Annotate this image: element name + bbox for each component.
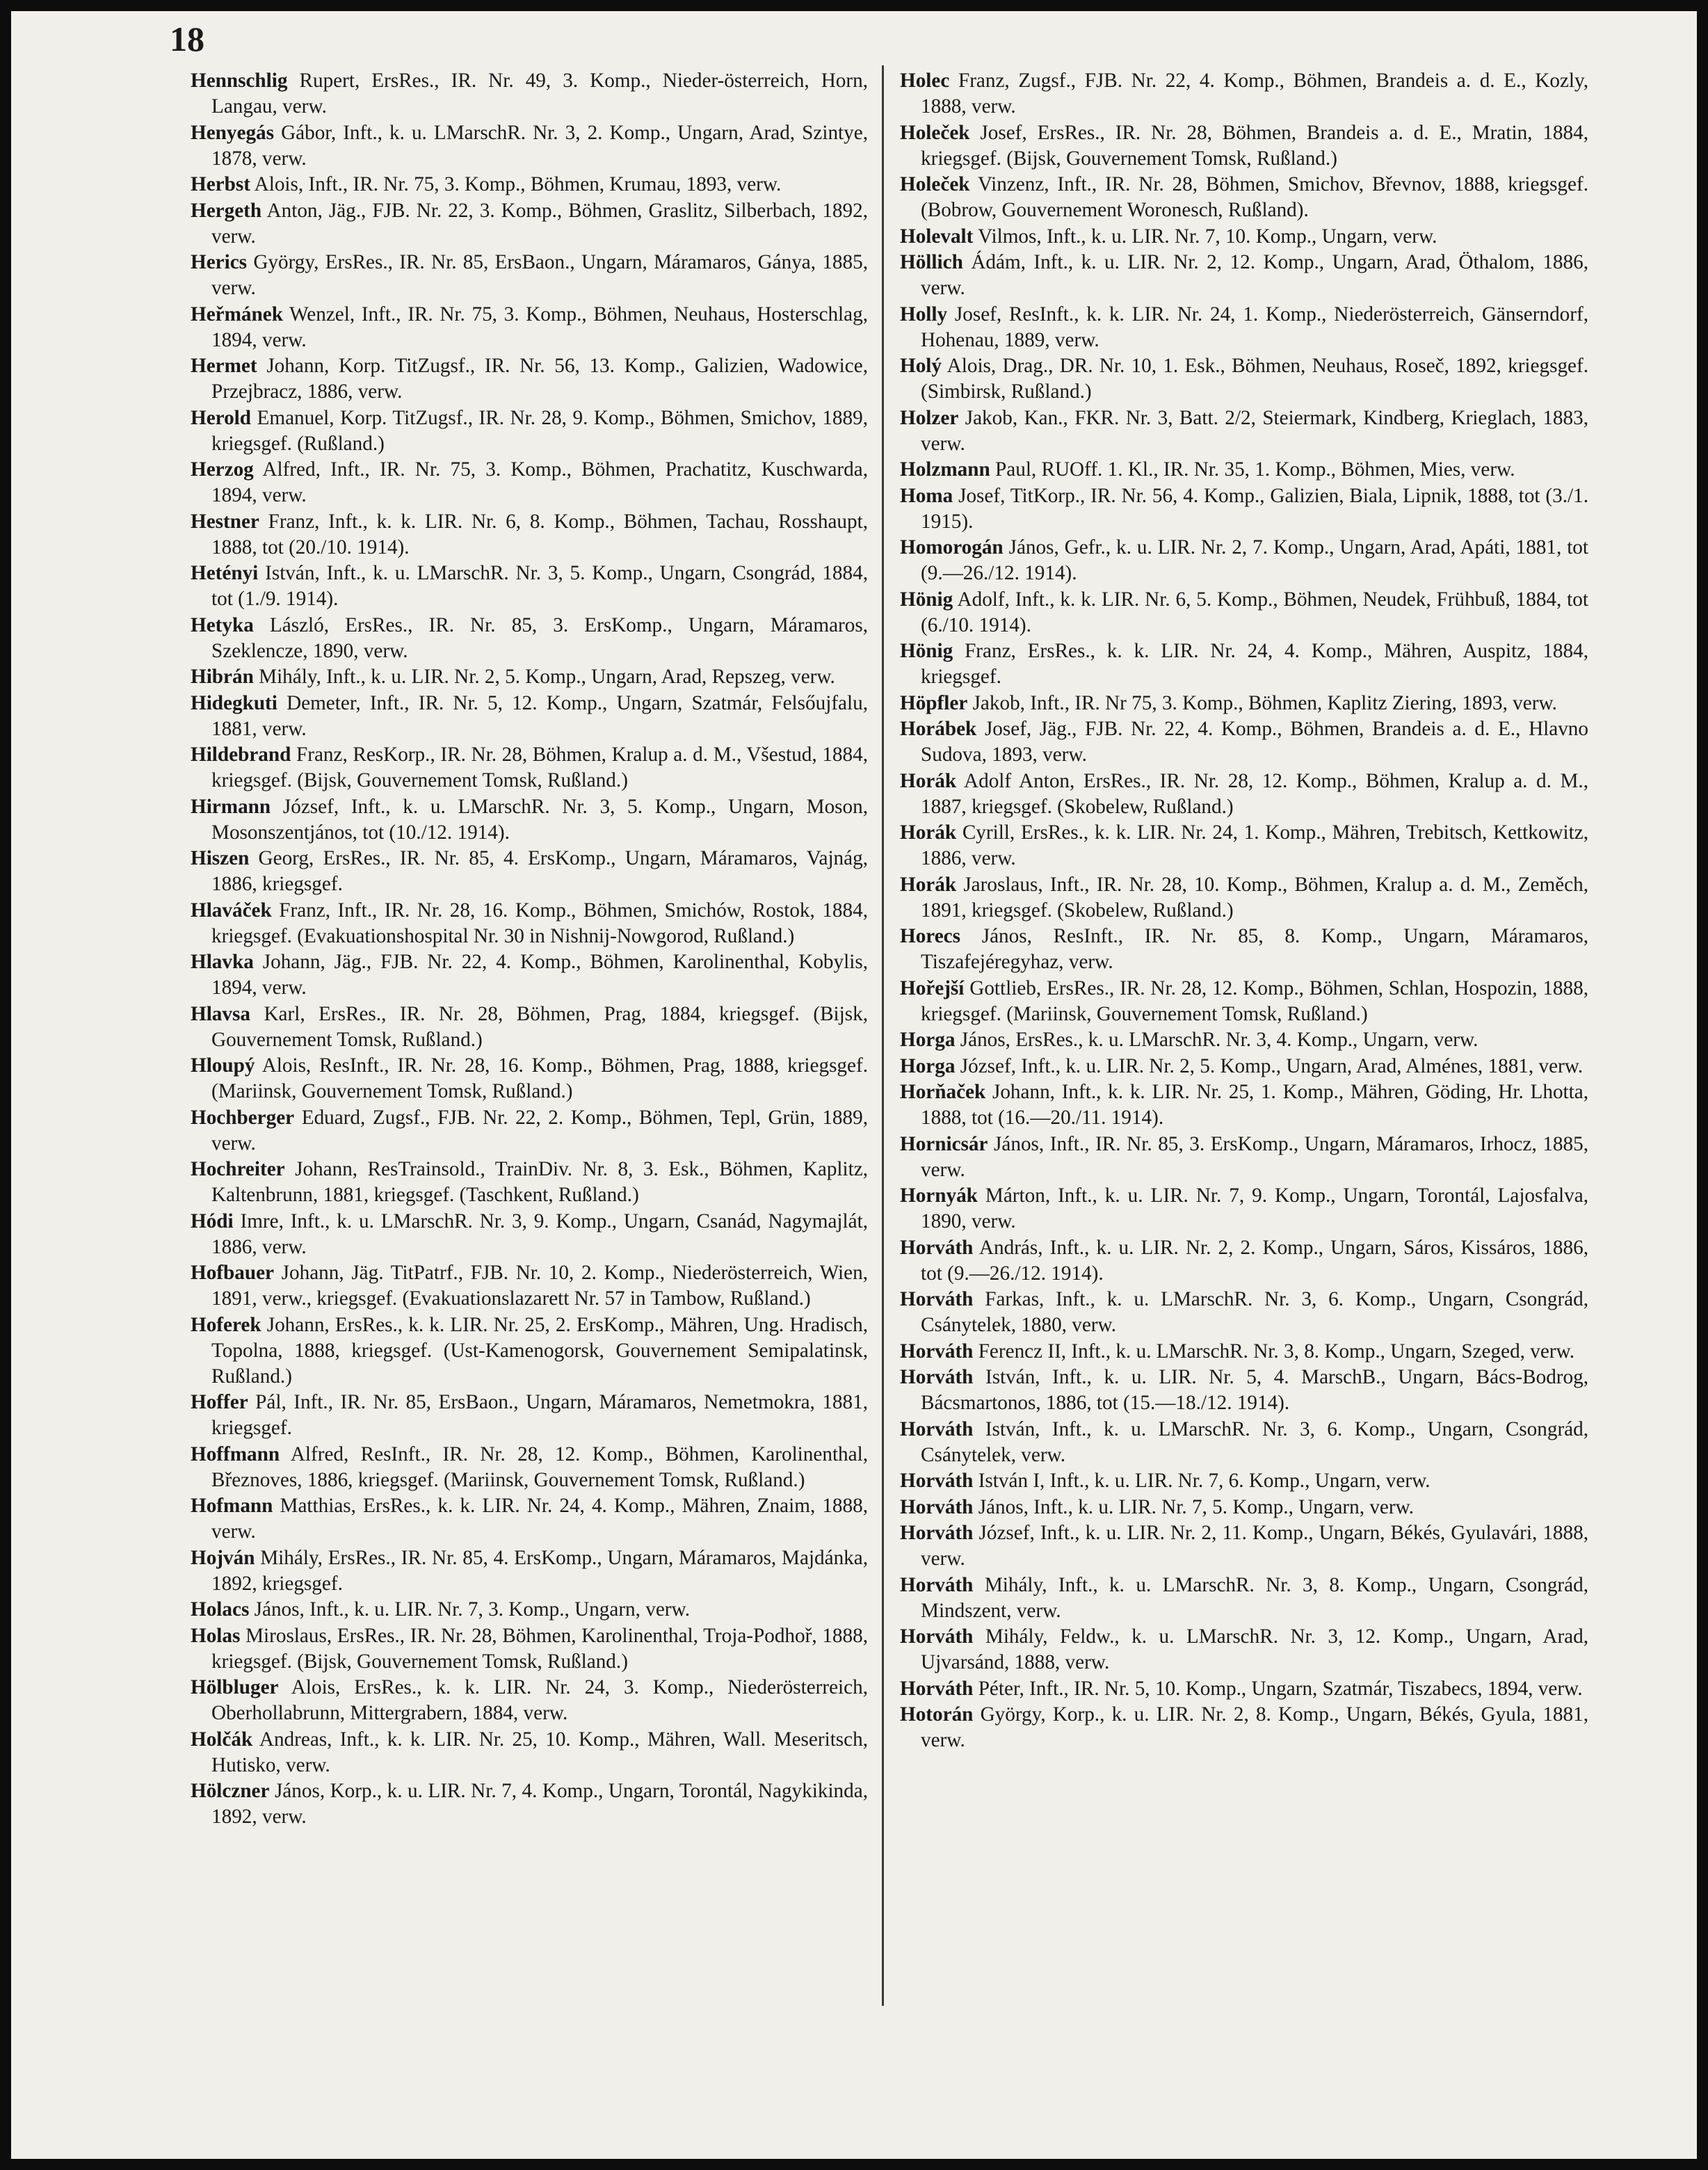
entry-details: Vinzenz, Inft., IR. Nr. 28, Böhmen, Smichov, Břevnov, 1888, kriegsgef. (Bobrow, Gouvernement Woronesch, Rußland). xyxy=(921,173,1588,221)
entry-details: Gottlieb, ErsRes., IR. Nr. 28, 12. Komp., Böhmen, Schlan, Hospozin, 1888, kriegsgef. (Mariinsk, Gouvernement Tomsk, Rußland.) xyxy=(921,976,1588,1025)
entry-surname: Homorogán xyxy=(900,536,1004,558)
entry-surname: Homa xyxy=(900,484,953,507)
left-column xyxy=(191,68,868,1831)
casualty-entry xyxy=(191,691,868,742)
entry-details: Demeter, Inft., IR. Nr. 5, 12. Komp., Ungarn, Szatmár, Felsőujfalu, 1881, verw. xyxy=(211,691,868,740)
casualty-entry xyxy=(191,1157,868,1208)
entry-surname: Horváth xyxy=(900,1417,974,1440)
entry-surname: Hölbluger xyxy=(191,1676,279,1698)
casualty-entry xyxy=(900,1495,1588,1520)
casualty-entry xyxy=(191,1493,868,1545)
right-column xyxy=(900,68,1588,1754)
entry-surname: Horák xyxy=(900,821,957,844)
casualty-entry xyxy=(900,1235,1588,1287)
entry-details: Alois, Drag., DR. Nr. 10, 1. Esk., Böhmen, Neuhaus, Roseč, 1892, kriegsgef. (Simbirsk, Rußland.) xyxy=(921,355,1589,403)
casualty-entry xyxy=(900,405,1588,457)
entry-surname: Hoffmann xyxy=(191,1442,280,1465)
casualty-entry xyxy=(900,638,1588,690)
casualty-entry xyxy=(900,1702,1588,1753)
entry-surname: Horváth xyxy=(900,1366,974,1388)
entry-surname: Hönig xyxy=(900,640,953,662)
casualty-entry xyxy=(191,1312,868,1390)
entry-details: Márton, Inft., k. u. LIR. Nr. 7, 9. Komp., Ungarn, Torontál, Lajosfalva, 1890, verw. xyxy=(921,1184,1589,1232)
entry-surname: Höpfler xyxy=(900,691,968,714)
entry-surname: Hlaváček xyxy=(191,899,272,922)
entry-details: Péter, Inft., IR. Nr. 5, 10. Komp., Ungarn, Szatmár, Tiszabecs, 1894, verw. xyxy=(978,1677,1583,1700)
entry-surname: Hochreiter xyxy=(191,1158,285,1180)
entry-details: Mihály, ErsRes., IR. Nr. 85, 4. ErsKomp., Ungarn, Máramaros, Majdánka, 1892, kriegsgef. xyxy=(211,1546,869,1595)
entry-details: Farkas, Inft., k. u. LMarschR. Nr. 3, 6. Komp., Ungarn, Csongrád, Csánytelek, 1880, verw. xyxy=(921,1288,1589,1336)
entry-details: János, ErsRes., k. u. LMarschR. Nr. 3, 4. Komp., Ungarn, verw. xyxy=(960,1029,1479,1051)
entry-surname: Hofbauer xyxy=(191,1262,274,1284)
entry-details: István I, Inft., k. u. LIR. Nr. 7, 6. Komp., Ungarn, verw. xyxy=(978,1470,1431,1492)
entry-details: György, ErsRes., IR. Nr. 85, ErsBaon., Ungarn, Máramaros, Gánya, 1885, verw. xyxy=(211,251,869,299)
casualty-entry xyxy=(900,587,1588,638)
entry-surname: Hojván xyxy=(191,1546,255,1569)
entry-surname: Hetyka xyxy=(191,613,254,636)
entry-surname: Holeček xyxy=(900,173,970,195)
casualty-entry xyxy=(191,613,868,664)
entry-surname: Holevalt xyxy=(900,225,974,248)
entry-details: Karl, ErsRes., IR. Nr. 28, Böhmen, Prag, 1884, kriegsgef. (Bijsk, Gouvernement Tomsk, Rußland.) xyxy=(211,1002,868,1051)
entry-details: Jakob, Kan., FKR. Nr. 3, Batt. 2/2, Steiermark, Kindberg, Krieglach, 1883, verw. xyxy=(921,406,1588,455)
entry-surname: Hetényi xyxy=(191,562,259,584)
entry-details: Miroslaus, ErsRes., IR. Nr. 28, Böhmen, Karolinenthal, Troja-Podhoř, 1888, kriegsgef. (Bijsk, Gouvernement Tomsk, Rußland.) xyxy=(211,1624,869,1673)
casualty-entry xyxy=(191,302,868,353)
entry-surname: Heřmánek xyxy=(191,303,283,326)
casualty-entry xyxy=(191,1390,868,1441)
casualty-entry xyxy=(191,1675,868,1726)
entry-details: Imre, Inft., k. u. LMarschR. Nr. 3, 9. Komp., Ungarn, Csanád, Nagymajlát, 1886, verw. xyxy=(211,1209,868,1258)
entry-details: Vilmos, Inft., k. u. LIR. Nr. 7, 10. Komp., Ungarn, verw. xyxy=(978,225,1437,248)
casualty-entry xyxy=(900,1054,1588,1079)
entry-details: Wenzel, Inft., IR. Nr. 75, 3. Komp., Böhmen, Neuhaus, Hosterschlag, 1894, verw. xyxy=(211,303,868,351)
entry-details: József, Inft., k. u. LIR. Nr. 2, 5. Komp., Ungarn, Arad, Alménes, 1881, verw. xyxy=(960,1054,1584,1077)
entry-surname: Holčák xyxy=(191,1728,253,1751)
document-page xyxy=(11,11,1697,2159)
entry-surname: Hestner xyxy=(191,510,259,533)
entry-surname: Herold xyxy=(191,406,252,429)
entry-details: János, ResInft., IR. Nr. 85, 8. Komp., Ungarn, Máramaros, Tiszafejéregyhaz, verw. xyxy=(921,925,1589,973)
entry-details: Mihály, Inft., k. u. LIR. Nr. 2, 5. Komp., Ungarn, Arad, Repszeg, verw. xyxy=(259,666,835,688)
entry-surname: Horváth xyxy=(900,1573,974,1596)
entry-surname: Horga xyxy=(900,1029,956,1051)
entry-surname: Horecs xyxy=(900,925,960,947)
entry-details: István, Inft., k. u. LMarschR. Nr. 3, 6. Komp., Ungarn, Csongrád, Csánytelek, verw. xyxy=(921,1417,1589,1466)
casualty-entry xyxy=(900,1183,1588,1235)
entry-surname: Horváth xyxy=(900,1236,974,1259)
entry-surname: Hölczner xyxy=(191,1780,270,1802)
entry-surname: Hochberger xyxy=(191,1106,295,1129)
entry-details: István, Inft., k. u. LIR. Nr. 5, 4. MarschB., Ungarn, Bács-Bodrog, Bácsmartonos, 1886, tot (15.—18./12. 1914). xyxy=(921,1366,1589,1414)
entry-surname: Holzmann xyxy=(900,458,990,481)
casualty-entry xyxy=(900,483,1588,535)
entry-details: Ferencz II, Inft., k. u. LMarschR. Nr. 3, 8. Komp., Ungarn, Szeged, verw. xyxy=(978,1340,1574,1363)
casualty-entry xyxy=(191,898,868,949)
casualty-entry xyxy=(900,820,1588,871)
entry-details: Franz, Zugsf., FJB. Nr. 22, 4. Komp., Böhmen, Brandeis a. d. E., Kozly, 1888, verw. xyxy=(921,70,1588,118)
casualty-entry xyxy=(191,664,868,690)
entry-surname: Hönig xyxy=(900,588,953,611)
entry-details: Eduard, Zugsf., FJB. Nr. 22, 2. Komp., Böhmen, Tepl, Grün, 1889, verw. xyxy=(211,1106,868,1155)
entry-surname: Holly xyxy=(900,303,948,326)
casualty-entry xyxy=(191,457,868,508)
casualty-entry xyxy=(191,561,868,612)
casualty-entry xyxy=(191,509,868,561)
casualty-entry xyxy=(191,198,868,250)
casualty-entry xyxy=(191,1053,868,1104)
entry-surname: Hofmann xyxy=(191,1495,273,1517)
casualty-entry xyxy=(191,1597,868,1623)
casualty-entry xyxy=(900,872,1588,924)
casualty-entry xyxy=(191,68,868,120)
entry-details: Matthias, ErsRes., k. k. LIR. Nr. 24, 4. Komp., Mähren, Znaim, 1888, verw. xyxy=(211,1495,869,1543)
entry-details: Paul, RUOff. 1. Kl., IR. Nr. 35, 1. Komp., Böhmen, Mies, verw. xyxy=(995,458,1515,481)
entry-details: Jakob, Inft., IR. Nr 75, 3. Komp., Böhmen, Kaplitz Ziering, 1893, verw. xyxy=(972,691,1557,714)
entry-details: Franz, Inft., k. k. LIR. Nr. 6, 8. Komp., Böhmen, Tachau, Rosshaupt, 1888, tot (20./10. 1914). xyxy=(211,510,868,558)
entry-details: Alfred, Inft., IR. Nr. 75, 3. Komp., Böhmen, Prachatitz, Kuschwarda, 1894, verw. xyxy=(211,458,868,506)
casualty-entry xyxy=(900,1132,1588,1183)
entry-surname: Hiszen xyxy=(191,847,250,869)
entry-details: Josef, ErsRes., IR. Nr. 28, Böhmen, Brandeis a. d. E., Mratin, 1884, kriegsgef. (Bijsk, Gouvernement Tomsk, Rußland.) xyxy=(921,121,1589,170)
entry-surname: Holeček xyxy=(900,121,970,144)
casualty-entry xyxy=(900,716,1588,768)
casualty-entry xyxy=(191,794,868,846)
entry-surname: Hoferek xyxy=(191,1313,261,1336)
entry-details: Georg, ErsRes., IR. Nr. 85, 4. ErsKomp., Ungarn, Máramaros, Vajnág, 1886, kriegsgef. xyxy=(211,847,868,895)
entry-details: Alois, ErsRes., k. k. LIR. Nr. 24, 3. Komp., Niederösterreich, Oberhollabrunn, Mittergrabern, 1884, verw. xyxy=(211,1676,869,1724)
entry-surname: Horga xyxy=(900,1054,956,1077)
entry-surname: Hornyák xyxy=(900,1184,978,1207)
entry-details: János, Inft., k. u. LIR. Nr. 7, 5. Komp., Ungarn, verw. xyxy=(978,1495,1415,1518)
entry-surname: Horváth xyxy=(900,1340,974,1363)
entry-surname: Horváth xyxy=(900,1470,974,1492)
casualty-entry xyxy=(900,1520,1588,1572)
entry-details: Adolf Anton, ErsRes., IR. Nr. 28, 12. Komp., Böhmen, Kralup a. d. M., 1887, kriegsgef. (Skobelew, Rußland.) xyxy=(921,769,1588,818)
casualty-entry xyxy=(900,1573,1588,1624)
casualty-entry xyxy=(191,120,868,172)
casualty-entry xyxy=(900,1287,1588,1338)
column-divider xyxy=(882,65,884,2006)
entry-surname: Höllich xyxy=(900,251,963,273)
entry-details: Alois, ResInft., IR. Nr. 28, 16. Komp., Böhmen, Prag, 1888, kriegsgef. (Mariinsk, Gouvernement Tomsk, Rußland.) xyxy=(211,1054,869,1102)
entry-surname: Holý xyxy=(900,355,942,377)
casualty-entry xyxy=(900,1339,1588,1365)
entry-surname: Hirmann xyxy=(191,795,271,818)
entry-surname: Horák xyxy=(900,873,957,896)
entry-details: Alfred, ResInft., IR. Nr. 28, 12. Komp., Böhmen, Karolinenthal, Březnoves, 1886, kriegsgef. (Mariinsk, Gouvernement Tomsk, Rußland.) xyxy=(211,1442,869,1491)
entry-details: Gábor, Inft., k. u. LMarschR. Nr. 3, 2. Komp., Ungarn, Arad, Szintye, 1878, verw. xyxy=(211,121,868,170)
casualty-entry xyxy=(191,846,868,897)
entry-details: János, Gefr., k. u. LIR. Nr. 2, 7. Komp., Ungarn, Arad, Apáti, 1881, tot (9.—26./12. 1914). xyxy=(921,536,1589,584)
entry-details: Johann, ErsRes., k. k. LIR. Nr. 25, 2. ErsKomp., Mähren, Ung. Hradisch, Topolna, 1888, kriegsgef. (Ust-Kamenogorsk, Gouvernement Semipalatinsk, Rußland.) xyxy=(211,1313,869,1388)
entry-details: Franz, ResKorp., IR. Nr. 28, Böhmen, Kralup a. d. M., Všestud, 1884, kriegsgef. (Bijsk, Gouvernement Tomsk, Rußland.) xyxy=(211,744,868,791)
entry-surname: Hořejší xyxy=(900,976,965,999)
casualty-entry xyxy=(900,769,1588,820)
entry-surname: Herzog xyxy=(191,458,254,481)
entry-details: János, Inft., IR. Nr. 85, 3. ErsKomp., Ungarn, Máramaros, Irhocz, 1885, verw. xyxy=(921,1132,1589,1181)
entry-details: János, Inft., k. u. LIR. Nr. 7, 3. Komp., Ungarn, verw. xyxy=(254,1598,690,1621)
casualty-entry xyxy=(900,302,1588,353)
entry-details: Johann, Korp. TitZugsf., IR. Nr. 56, 13. Komp., Galizien, Wadowice, Przejbracz, 1886, verw. xyxy=(211,355,868,403)
casualty-entry xyxy=(191,1623,868,1675)
entry-surname: Hidegkuti xyxy=(191,691,277,714)
entry-details: István, Inft., k. u. LMarschR. Nr. 3, 5. Komp., Ungarn, Csongrád, 1884, tot (1./9. 1914). xyxy=(211,562,868,610)
casualty-entry xyxy=(900,924,1588,975)
casualty-entry xyxy=(900,250,1588,301)
casualty-entry xyxy=(191,1727,868,1778)
casualty-entry xyxy=(900,1624,1588,1675)
entry-surname: Horňaček xyxy=(900,1081,986,1103)
entry-details: Alois, Inft., IR. Nr. 75, 3. Komp., Böhmen, Krumau, 1893, verw. xyxy=(254,173,782,195)
entry-details: Pál, Inft., IR. Nr. 85, ErsBaon., Ungarn, Máramaros, Nemetmokra, 1881, kriegsgef. xyxy=(211,1391,868,1439)
casualty-entry xyxy=(900,457,1588,483)
entry-surname: Hlavka xyxy=(191,951,254,973)
entry-details: Rupert, ErsRes., IR. Nr. 49, 3. Komp., Nieder-österreich, Horn, Langau, verw. xyxy=(211,70,868,118)
casualty-entry xyxy=(900,535,1588,586)
casualty-entry xyxy=(900,1027,1588,1053)
casualty-entry xyxy=(900,691,1588,716)
entry-surname: Henyegás xyxy=(191,121,274,144)
entry-details: János, Korp., k. u. LIR. Nr. 7, 4. Komp., Ungarn, Torontál, Nagykikinda, 1892, verw. xyxy=(211,1780,868,1828)
casualty-entry xyxy=(900,1468,1588,1494)
entry-surname: Herics xyxy=(191,251,248,273)
entry-details: Cyrill, ErsRes., k. k. LIR. Nr. 24, 1. Komp., Mähren, Trebitsch, Kettkowitz, 1886, verw. xyxy=(921,821,1588,869)
casualty-entry xyxy=(191,172,868,198)
entry-surname: Herbst xyxy=(191,173,250,195)
entry-surname: Holzer xyxy=(900,406,959,429)
entry-surname: Horváth xyxy=(900,1288,974,1310)
entry-details: András, Inft., k. u. LIR. Nr. 2, 2. Komp., Ungarn, Sáros, Kissáros, 1886, tot (9.—26./12. 1914). xyxy=(921,1236,1589,1285)
entry-surname: Holas xyxy=(191,1624,241,1647)
entry-details: Johann, ResTrainsold., TrainDiv. Nr. 8, 3. Esk., Böhmen, Kaplitz, Kaltenbrunn, 1881, kriegsgef. (Taschkent, Rußland.) xyxy=(211,1158,868,1206)
entry-surname: Horváth xyxy=(900,1522,974,1544)
entry-details: Josef, TitKorp., IR. Nr. 56, 4. Komp., Galizien, Biala, Lipnik, 1888, tot (3./1. 1915). xyxy=(921,484,1588,533)
casualty-entry xyxy=(191,1002,868,1053)
casualty-entry xyxy=(191,1260,868,1312)
entry-details: Josef, ResInft., k. k. LIR. Nr. 24, 1. Komp., Niederösterreich, Gänserndorf, Hohenau, 1889, verw. xyxy=(921,303,1589,351)
entry-surname: Holacs xyxy=(191,1598,250,1621)
entry-surname: Hildebrand xyxy=(191,744,291,766)
entry-details: Johann, Inft., k. k. LIR. Nr. 25, 1. Komp., Mähren, Göding, Hr. Lhotta, 1888, tot (16.—20./11. 1914). xyxy=(921,1081,1589,1129)
casualty-entry xyxy=(191,353,868,405)
entry-surname: Hennschlig xyxy=(191,70,288,92)
casualty-entry xyxy=(191,742,868,794)
casualty-entry xyxy=(191,405,868,457)
entry-details: György, Korp., k. u. LIR. Nr. 2, 8. Komp., Ungarn, Békés, Gyula, 1881, verw. xyxy=(921,1703,1589,1751)
entry-surname: Horváth xyxy=(900,1677,974,1700)
entry-surname: Hódi xyxy=(191,1209,234,1232)
entry-details: Josef, Jäg., FJB. Nr. 22, 4. Komp., Böhmen, Brandeis a. d. E., Hlavno Sudova, 1893, verw. xyxy=(921,718,1588,766)
casualty-entry xyxy=(900,120,1588,172)
entry-details: Johann, Jäg., FJB. Nr. 22, 4. Komp., Böhmen, Karolinenthal, Kobylis, 1894, verw. xyxy=(211,951,868,999)
entry-details: Johann, Jäg. TitPatrf., FJB. Nr. 10, 2. Komp., Niederösterreich, Wien, 1891, verw., kriegsgef. (Evakuationslazarett Nr. 57 in Tambow, Rußland.) xyxy=(211,1262,869,1310)
casualty-entry xyxy=(191,1442,868,1493)
casualty-entry xyxy=(900,68,1588,120)
entry-surname: Horák xyxy=(900,769,957,792)
entry-details: Andreas, Inft., k. k. LIR. Nr. 25, 10. Komp., Mähren, Wall. Meseritsch, Hutisko, verw. xyxy=(211,1728,869,1776)
entry-surname: Horváth xyxy=(900,1625,974,1648)
entry-details: Franz, Inft., IR. Nr. 28, 16. Komp., Böhmen, Smichów, Rostok, 1884, kriegsgef. (Evakuationshospital Nr. 30 in Nishnij-Nowgorod, Rußland.) xyxy=(211,899,869,947)
entry-details: József, Inft., k. u. LIR. Nr. 2, 11. Komp., Ungarn, Békés, Gyulavári, 1888, verw. xyxy=(921,1522,1589,1570)
entry-details: Anton, Jäg., FJB. Nr. 22, 3. Komp., Böhmen, Graslitz, Silberbach, 1892, verw. xyxy=(211,199,868,248)
casualty-entry xyxy=(191,1778,868,1830)
entry-surname: Hornicsár xyxy=(900,1132,988,1155)
page-number: 18 xyxy=(170,19,204,58)
casualty-entry xyxy=(191,1105,868,1157)
entry-surname: Hibrán xyxy=(191,666,254,688)
entry-surname: Hlavsa xyxy=(191,1002,250,1025)
casualty-entry xyxy=(900,1079,1588,1131)
casualty-entry xyxy=(900,976,1588,1027)
casualty-entry xyxy=(900,1365,1588,1416)
casualty-entry xyxy=(900,1676,1588,1702)
casualty-entry xyxy=(900,172,1588,223)
entry-details: Franz, ErsRes., k. k. LIR. Nr. 24, 4. Komp., Mähren, Auspitz, 1884, kriegsgef. xyxy=(921,640,1589,688)
entry-details: Adolf, Inft., k. k. LIR. Nr. 6, 5. Komp., Böhmen, Neudek, Frühbuß, 1884, tot (6./10. 1914). xyxy=(921,588,1588,636)
entry-details: Mihály, Inft., k. u. LMarschR. Nr. 3, 8. Komp., Ungarn, Csongrád, Mindszent, verw. xyxy=(921,1573,1588,1622)
entry-details: Ádám, Inft., k. u. LIR. Nr. 2, 12. Komp., Ungarn, Arad, Öthalom, 1886, verw. xyxy=(921,251,1589,299)
entry-surname: Hermet xyxy=(191,355,257,377)
casualty-entry xyxy=(191,949,868,1001)
entry-surname: Hergeth xyxy=(191,199,262,222)
entry-details: József, Inft., k. u. LMarschR. Nr. 3, 5. Komp., Ungarn, Moson, Mosonszentjános, tot (10./12. 1914). xyxy=(211,795,869,844)
entry-details: Mihály, Feldw., k. u. LMarschR. Nr. 3, 12. Komp., Ungarn, Arad, Ujvarsánd, 1888, verw. xyxy=(921,1625,1589,1673)
casualty-entry xyxy=(900,224,1588,250)
entry-details: Jaroslaus, Inft., IR. Nr. 28, 10. Komp., Böhmen, Kralup a. d. M., Zeměch, 1891, kriegsgef. (Skobelew, Rußland.) xyxy=(921,873,1589,922)
entry-surname: Hoffer xyxy=(191,1391,248,1413)
entry-surname: Hotorán xyxy=(900,1703,974,1726)
entry-surname: Horábek xyxy=(900,718,977,740)
entry-surname: Hloupý xyxy=(191,1054,255,1077)
entry-details: Emanuel, Korp. TitZugsf., IR. Nr. 28, 9. Komp., Böhmen, Smichov, 1889, kriegsgef. (Rußland.) xyxy=(211,406,868,455)
entry-details: László, ErsRes., IR. Nr. 85, 3. ErsKomp., Ungarn, Máramaros, Szeklencze, 1890, verw. xyxy=(211,613,869,662)
casualty-entry xyxy=(191,250,868,301)
casualty-entry xyxy=(900,1417,1588,1468)
casualty-entry xyxy=(900,353,1588,405)
casualty-entry xyxy=(191,1545,868,1597)
entry-surname: Holec xyxy=(900,70,950,92)
entry-surname: Horváth xyxy=(900,1495,974,1518)
casualty-entry xyxy=(191,1209,868,1260)
